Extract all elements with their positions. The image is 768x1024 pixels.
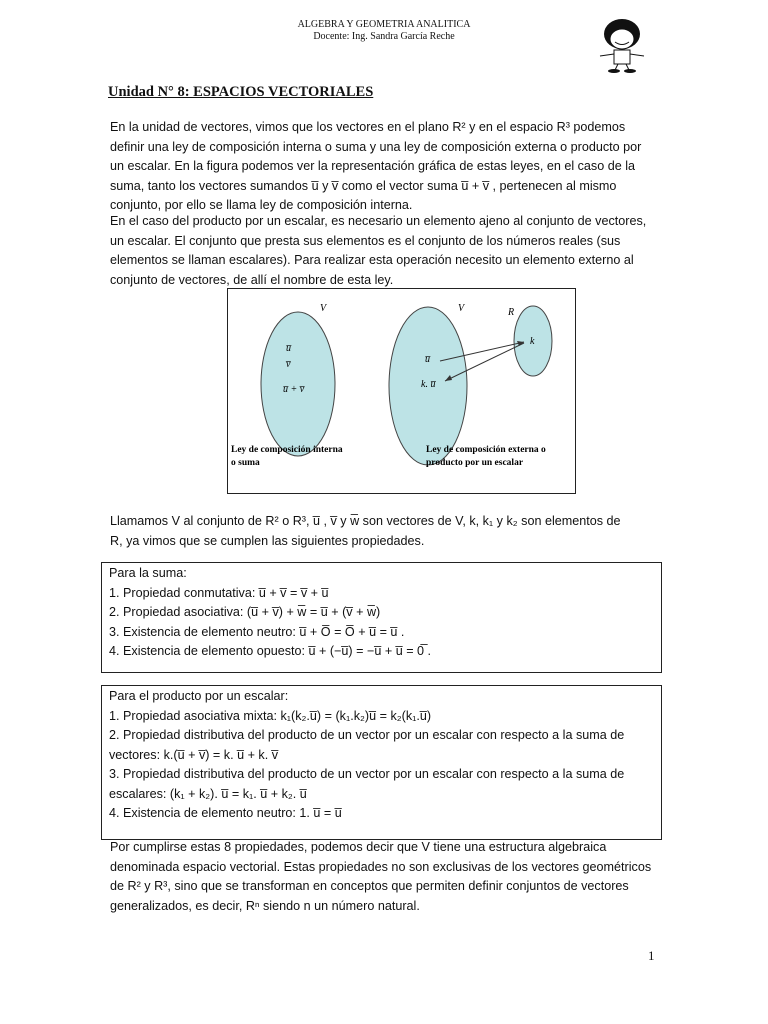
text-line: Para el producto por un escalar:	[109, 689, 289, 703]
course-title: ALGEBRA Y GEOMETRIA ANALITICA	[297, 19, 471, 30]
text-line: suma, tanto los vectores sumandos u̅ y v̅ como el vector suma u̅ + v̅ , pertenecen al mismo	[110, 178, 617, 193]
definition-paragraph	[110, 512, 658, 551]
conclusion-paragraph	[110, 838, 658, 916]
intro-paragraph	[110, 118, 658, 216]
text-line: R	[508, 307, 515, 318]
text-line: Ley de composición interna	[231, 445, 343, 455]
text-line: producto por un escalar	[426, 458, 524, 468]
text-line: V	[458, 303, 465, 314]
set-label: V	[320, 303, 327, 314]
vector-v: v̅	[286, 359, 291, 370]
scalar-properties-box	[101, 685, 662, 840]
vector-sum: u̅ + v̅	[283, 384, 305, 395]
text-line: R, ya vimos que se cumplen las siguientes propiedades.	[110, 533, 425, 548]
text-line: u̅	[425, 354, 430, 365]
text-line: generalizados, es decir, Rⁿ siendo n un número natural.	[110, 898, 420, 913]
text-line: 4. Existencia de elemento opuesto: u̅ + (−u̅) = −u̅ + u̅ = 0̅ .	[109, 644, 432, 658]
text-line: conjunto, por ello se llama ley de composición interna.	[110, 198, 413, 212]
sum-properties-box	[101, 562, 662, 673]
text-line: denominada espacio vectorial. Estas propiedades no son exclusivas de los vectores geométricos	[110, 859, 652, 874]
text-line: un escalar. El conjunto que presta sus elementos es el conjunto de los números reales (sus	[110, 233, 621, 248]
teacher-name: Docente: Ing. Sandra García Reche	[313, 31, 455, 42]
text-line: 3. Propiedad distributiva del producto de un vector por un escalar con respecto a la suma de	[109, 767, 625, 781]
text-line: k	[530, 336, 535, 347]
mafalda-logo	[582, 14, 662, 74]
unit-title: Unidad N° 8: ESPACIOS VECTORIALES	[108, 84, 374, 100]
text-line: Llamamos V al conjunto de R² o R³, u̅ , v̅ y w̅ son vectores de V, k, k₁ y k₂ son elementos de	[110, 514, 621, 528]
text-line: 3. Existencia de elemento neutro: u̅ + O̅ = O̅ + u̅ = u̅ .	[109, 624, 405, 639]
text-line: 1. Propiedad asociativa mixta: k₁(k₂.u̅) = (k₁.k₂)u̅ = k₂(k₁.u̅)	[109, 708, 432, 723]
text-line: 2. Propiedad distributiva del producto de un vector por un escalar con respecto a la suma de	[109, 728, 625, 742]
composition-laws-figure	[227, 288, 576, 494]
text-line: En la unidad de vectores, vimos que los vectores en el plano R² y en el espacio R³ podemos	[110, 120, 626, 134]
text-line: definir una ley de composición interna o suma y una ley de composición externa o producto por	[110, 139, 642, 154]
scalar-paragraph	[110, 212, 658, 290]
text-line: En el caso del producto por un escalar, es necesario un elemento ajeno al conjunto de vectores,	[110, 214, 647, 228]
vector-u: u̅	[286, 343, 291, 354]
text-line: Ley de composición externa o	[426, 445, 546, 455]
text-line: vectores: k.(u̅ + v̅) = k. u̅ + k. v̅	[109, 747, 279, 762]
text-line: un escalar. En la figura podemos ver la representación gráfica de estas leyes, en el caso de la	[110, 159, 636, 173]
text-line: conjunto de vectores, de allí el nombre de esta ley.	[110, 272, 394, 287]
text-line: k. u̅	[421, 379, 436, 390]
text-line: o suma	[231, 458, 260, 468]
text-line: 1. Propiedad conmutativa: u̅ + v̅ = v̅ + u̅	[109, 585, 329, 600]
page-number: 1	[648, 948, 655, 963]
text-line: Para la suma:	[109, 566, 187, 580]
text-line: de R² y R³, sino que se transforman en conceptos que permiten definir conjuntos de vectores	[110, 879, 629, 893]
text-line: Por cumplirse estas 8 propiedades, podemos decir que V tiene una estructura algebraica	[110, 840, 607, 854]
text-line: escalares: (k₁ + k₂). u̅ = k₁. u̅ + k₂. u̅	[109, 786, 307, 801]
text-line: 4. Existencia de elemento neutro: 1. u̅ = u̅	[109, 806, 342, 820]
text-line: 2. Propiedad asociativa: (u̅ + v̅) + w̅ = u̅ + (v̅ + w̅)	[109, 605, 381, 619]
text-line: elementos se llaman escalares). Para realizar esta operación necesito un elemento externo al	[110, 253, 634, 267]
